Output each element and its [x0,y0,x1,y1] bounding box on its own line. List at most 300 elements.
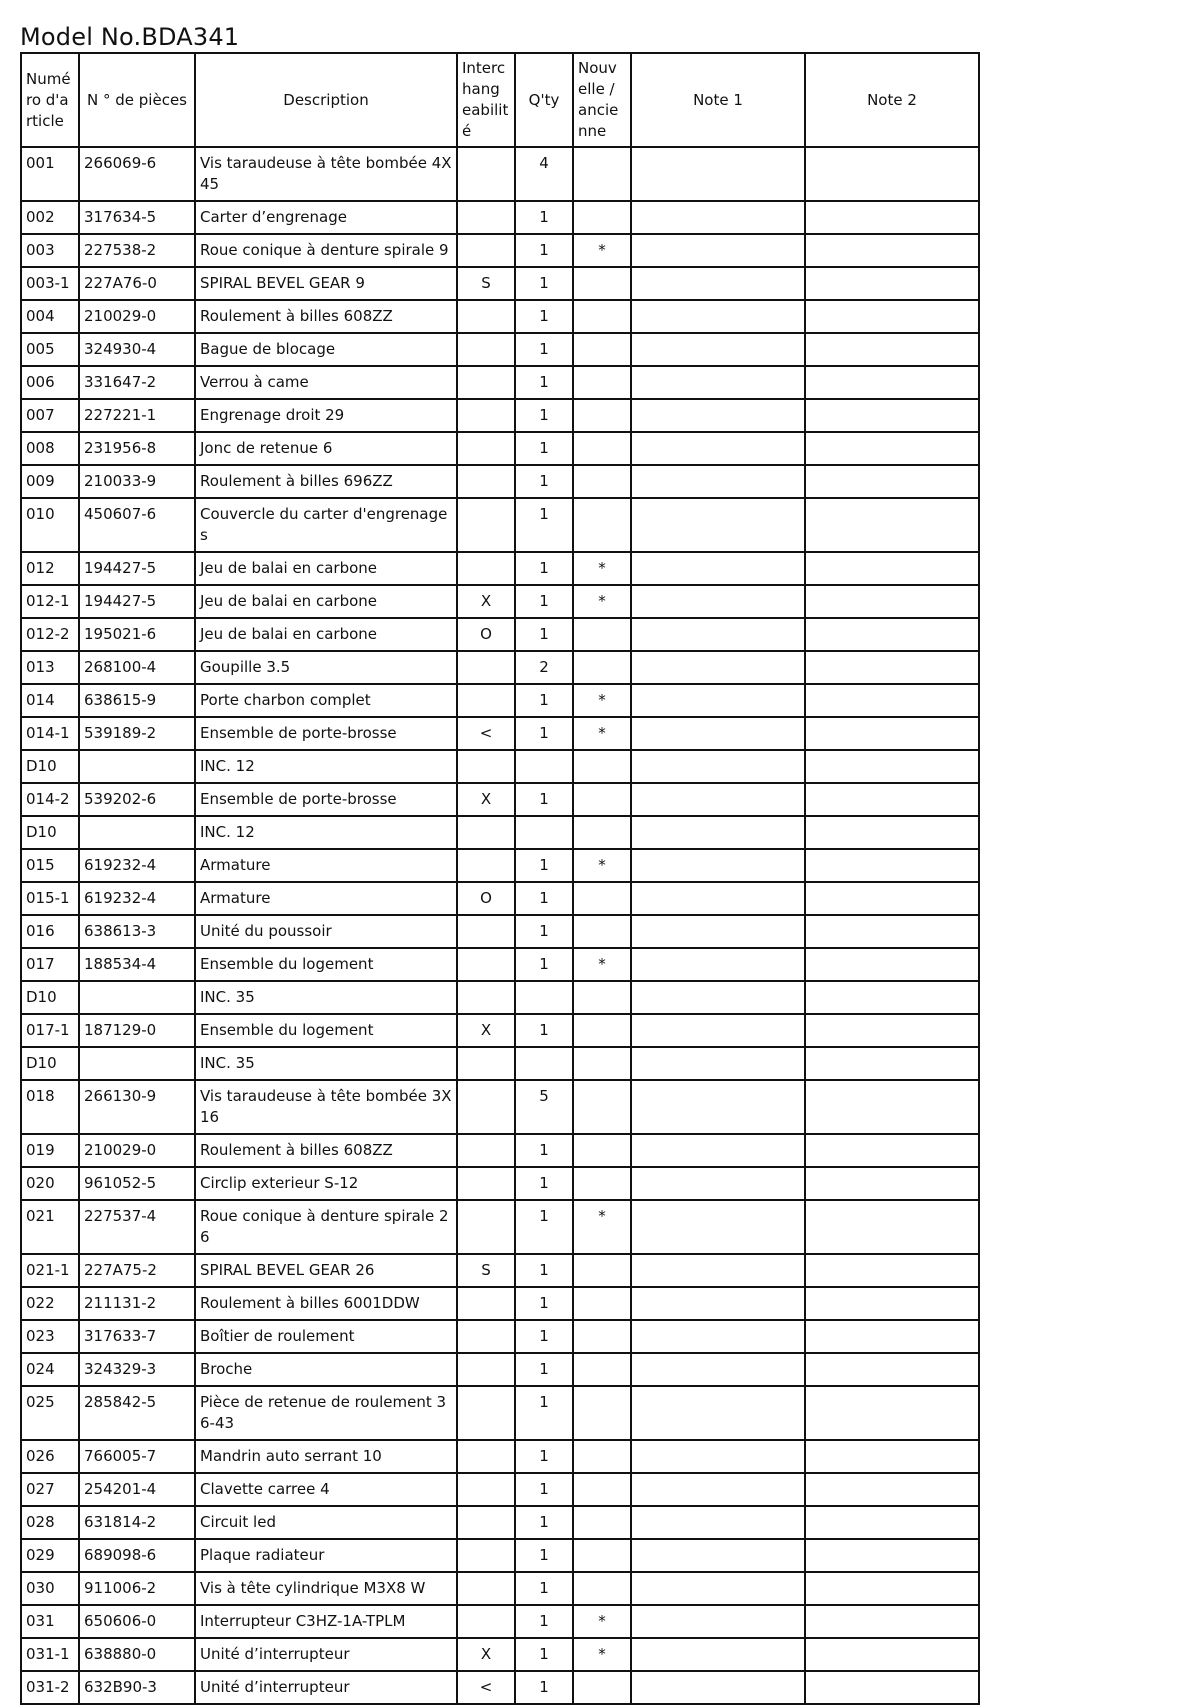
table-row [21,981,979,1014]
cell-interchangeability [457,1473,515,1506]
cell-quantity: 1 [515,1200,573,1254]
cell-new-old [573,915,631,948]
table-row [21,1506,979,1539]
cell-note-2 [805,948,979,981]
cell-note-2 [805,1506,979,1539]
cell-quantity: 1 [515,1134,573,1167]
cell-note-2 [805,1671,979,1704]
cell-item-number: 003-1 [21,267,79,300]
header-part-number: N ° de pièces [79,53,195,147]
table-row [21,816,979,849]
cell-note-1 [631,498,805,552]
cell-new-old [573,399,631,432]
cell-note-1 [631,1080,805,1134]
table-row [21,1287,979,1320]
cell-part-number [79,1047,195,1080]
cell-part-number: 194427-5 [79,552,195,585]
cell-item-number: 013 [21,651,79,684]
table-row [21,849,979,882]
cell-part-number: 324329-3 [79,1353,195,1386]
cell-description: Verrou à came [195,366,457,399]
cell-item-number: 028 [21,1506,79,1539]
cell-note-1 [631,750,805,783]
cell-interchangeability [457,399,515,432]
cell-part-number: 210029-0 [79,1134,195,1167]
cell-note-1 [631,432,805,465]
cell-new-old [573,1047,631,1080]
cell-interchangeability [457,1605,515,1638]
cell-quantity: 1 [515,684,573,717]
cell-note-1 [631,684,805,717]
cell-item-number: 014-1 [21,717,79,750]
table-row [21,1605,979,1638]
cell-note-1 [631,1638,805,1671]
cell-quantity: 1 [515,432,573,465]
cell-new-old [573,882,631,915]
cell-note-1 [631,1506,805,1539]
cell-part-number: 227A75-2 [79,1254,195,1287]
cell-part-number: 227538-2 [79,234,195,267]
cell-item-number: 016 [21,915,79,948]
table-row [21,585,979,618]
cell-note-2 [805,1167,979,1200]
cell-note-2 [805,1440,979,1473]
cell-item-number: 012-1 [21,585,79,618]
cell-note-2 [805,147,979,201]
cell-description: Mandrin auto serrant 10 [195,1440,457,1473]
cell-note-1 [631,618,805,651]
cell-new-old [573,1671,631,1704]
cell-note-1 [631,981,805,1014]
cell-description: Pièce de retenue de roulement 36-43 [195,1386,457,1440]
cell-note-2 [805,783,979,816]
cell-part-number [79,981,195,1014]
cell-note-2 [805,1473,979,1506]
cell-part-number: 188534-4 [79,948,195,981]
cell-item-number: D10 [21,750,79,783]
cell-description: Interrupteur C3HZ-1A-TPLM [195,1605,457,1638]
cell-item-number: 012-2 [21,618,79,651]
cell-part-number: 632B90-3 [79,1671,195,1704]
cell-part-number: 210033-9 [79,465,195,498]
table-row [21,948,979,981]
cell-part-number: 285842-5 [79,1386,195,1440]
cell-note-1 [631,948,805,981]
table-row [21,498,979,552]
cell-part-number: 331647-2 [79,366,195,399]
table-row [21,465,979,498]
cell-note-1 [631,915,805,948]
cell-description: Bague de blocage [195,333,457,366]
cell-description: Roue conique à denture spirale 26 [195,1200,457,1254]
table-row [21,915,979,948]
cell-item-number: 008 [21,432,79,465]
cell-part-number: 211131-2 [79,1287,195,1320]
cell-interchangeability [457,1200,515,1254]
cell-note-1 [631,1605,805,1638]
cell-part-number: 324930-4 [79,333,195,366]
table-row [21,1320,979,1353]
cell-interchangeability [457,201,515,234]
cell-item-number: D10 [21,981,79,1014]
cell-new-old: * [573,1638,631,1671]
cell-quantity: 1 [515,399,573,432]
cell-description: SPIRAL BEVEL GEAR 26 [195,1254,457,1287]
cell-new-old [573,1353,631,1386]
table-row [21,750,979,783]
cell-part-number: 450607-6 [79,498,195,552]
cell-part-number: 227221-1 [79,399,195,432]
cell-quantity: 1 [515,1539,573,1572]
table-row [21,783,979,816]
cell-part-number: 266130-9 [79,1080,195,1134]
table-row [21,552,979,585]
cell-part-number [79,750,195,783]
cell-quantity: 1 [515,1014,573,1047]
cell-new-old [573,1440,631,1473]
cell-interchangeability [457,1572,515,1605]
cell-description: Roulement à billes 608ZZ [195,300,457,333]
cell-new-old [573,816,631,849]
cell-new-old [573,1386,631,1440]
cell-item-number: 021 [21,1200,79,1254]
cell-note-1 [631,717,805,750]
cell-note-1 [631,882,805,915]
cell-interchangeability [457,552,515,585]
cell-interchangeability [457,1386,515,1440]
cell-new-old [573,147,631,201]
cell-new-old [573,498,631,552]
cell-quantity: 1 [515,948,573,981]
table-row [21,684,979,717]
cell-quantity: 1 [515,333,573,366]
cell-quantity: 4 [515,147,573,201]
cell-description: INC. 12 [195,750,457,783]
cell-new-old [573,651,631,684]
cell-interchangeability [457,1440,515,1473]
cell-description: Clavette carree 4 [195,1473,457,1506]
cell-interchangeability [457,1080,515,1134]
table-row [21,399,979,432]
cell-quantity: 1 [515,1671,573,1704]
cell-note-2 [805,1014,979,1047]
cell-quantity: 1 [515,465,573,498]
table-row [21,267,979,300]
cell-note-1 [631,267,805,300]
cell-note-2 [805,300,979,333]
cell-part-number: 539189-2 [79,717,195,750]
cell-new-old [573,300,631,333]
cell-quantity: 1 [515,201,573,234]
cell-interchangeability [457,1539,515,1572]
cell-new-old: * [573,552,631,585]
table-row [21,432,979,465]
table-row [21,1386,979,1440]
table-row [21,1353,979,1386]
cell-description: Ensemble du logement [195,1014,457,1047]
cell-quantity: 1 [515,1572,573,1605]
cell-description: Unité d’interrupteur [195,1671,457,1704]
cell-quantity: 1 [515,1254,573,1287]
cell-note-2 [805,1254,979,1287]
cell-quantity: 2 [515,651,573,684]
cell-part-number: 911006-2 [79,1572,195,1605]
table-row [21,1200,979,1254]
table-row [21,1473,979,1506]
table-row [21,1671,979,1704]
cell-description: Armature [195,849,457,882]
cell-part-number: 650606-0 [79,1605,195,1638]
cell-item-number: 010 [21,498,79,552]
cell-quantity: 1 [515,849,573,882]
cell-new-old [573,333,631,366]
cell-part-number: 227A76-0 [79,267,195,300]
parts-table-body [21,147,979,1704]
cell-quantity: 1 [515,366,573,399]
cell-interchangeability: X [457,1014,515,1047]
cell-quantity: 1 [515,618,573,651]
cell-note-1 [631,147,805,201]
cell-new-old: * [573,1200,631,1254]
cell-quantity: 1 [515,915,573,948]
cell-part-number: 317633-7 [79,1320,195,1353]
table-row [21,717,979,750]
cell-description: Couvercle du carter d'engrenages [195,498,457,552]
cell-part-number: 961052-5 [79,1167,195,1200]
cell-note-2 [805,618,979,651]
cell-interchangeability: O [457,618,515,651]
cell-new-old [573,1134,631,1167]
cell-note-2 [805,201,979,234]
cell-note-1 [631,201,805,234]
table-header-row [21,53,979,147]
cell-item-number: 029 [21,1539,79,1572]
cell-note-1 [631,1473,805,1506]
cell-note-1 [631,1440,805,1473]
table-row [21,234,979,267]
cell-item-number: 023 [21,1320,79,1353]
cell-new-old: * [573,717,631,750]
cell-quantity: 1 [515,1638,573,1671]
cell-part-number: 195021-6 [79,618,195,651]
cell-note-2 [805,1572,979,1605]
cell-note-1 [631,1254,805,1287]
cell-item-number: 007 [21,399,79,432]
cell-item-number: 026 [21,1440,79,1473]
cell-note-1 [631,816,805,849]
cell-part-number: 539202-6 [79,783,195,816]
cell-quantity: 1 [515,585,573,618]
cell-new-old [573,201,631,234]
cell-part-number: 619232-4 [79,849,195,882]
table-row [21,1254,979,1287]
cell-new-old [573,1473,631,1506]
cell-interchangeability [457,465,515,498]
table-row [21,1047,979,1080]
cell-interchangeability [457,366,515,399]
cell-new-old [573,750,631,783]
header-quantity: Q'ty [515,53,573,147]
cell-new-old: * [573,585,631,618]
cell-note-2 [805,498,979,552]
cell-part-number: 194427-5 [79,585,195,618]
table-row [21,1638,979,1671]
cell-item-number: 022 [21,1287,79,1320]
cell-description: Vis taraudeuse à tête bombée 3X16 [195,1080,457,1134]
cell-note-2 [805,1134,979,1167]
cell-item-number: 001 [21,147,79,201]
cell-note-2 [805,1605,979,1638]
cell-description: Unité d’interrupteur [195,1638,457,1671]
cell-quantity: 1 [515,1605,573,1638]
cell-quantity: 1 [515,1167,573,1200]
cell-quantity [515,1047,573,1080]
cell-quantity [515,816,573,849]
cell-part-number: 638613-3 [79,915,195,948]
cell-new-old: * [573,684,631,717]
cell-interchangeability [457,849,515,882]
cell-interchangeability [457,816,515,849]
cell-note-1 [631,465,805,498]
cell-note-2 [805,816,979,849]
cell-interchangeability [457,684,515,717]
cell-quantity: 1 [515,1473,573,1506]
cell-note-1 [631,300,805,333]
table-row [21,147,979,201]
cell-part-number: 268100-4 [79,651,195,684]
cell-description: Porte charbon complet [195,684,457,717]
cell-quantity: 1 [515,882,573,915]
cell-description: Broche [195,1353,457,1386]
cell-description: SPIRAL BEVEL GEAR 9 [195,267,457,300]
cell-quantity: 1 [515,1320,573,1353]
cell-note-1 [631,585,805,618]
cell-interchangeability [457,1320,515,1353]
table-row [21,618,979,651]
cell-interchangeability [457,750,515,783]
cell-item-number: 014 [21,684,79,717]
cell-quantity [515,981,573,1014]
cell-quantity: 1 [515,717,573,750]
cell-note-2 [805,1080,979,1134]
cell-item-number: 014-2 [21,783,79,816]
cell-new-old [573,1167,631,1200]
cell-interchangeability [457,1167,515,1200]
cell-quantity: 1 [515,1506,573,1539]
cell-note-2 [805,1200,979,1254]
cell-new-old [573,1320,631,1353]
table-row [21,651,979,684]
cell-new-old: * [573,849,631,882]
cell-note-1 [631,399,805,432]
cell-interchangeability [457,300,515,333]
cell-description: Ensemble de porte-brosse [195,717,457,750]
page-title: Model No.BDA341 [20,23,240,51]
cell-new-old [573,432,631,465]
cell-item-number: 015 [21,849,79,882]
cell-new-old [573,1080,631,1134]
cell-note-2 [805,1539,979,1572]
cell-note-1 [631,1572,805,1605]
table-row [21,882,979,915]
cell-note-1 [631,849,805,882]
cell-note-2 [805,981,979,1014]
cell-new-old: * [573,234,631,267]
cell-new-old [573,1014,631,1047]
cell-description: Plaque radiateur [195,1539,457,1572]
cell-new-old [573,618,631,651]
cell-interchangeability: X [457,1638,515,1671]
cell-description: Armature [195,882,457,915]
cell-item-number: 031-1 [21,1638,79,1671]
cell-interchangeability [457,1287,515,1320]
cell-part-number: 766005-7 [79,1440,195,1473]
cell-new-old [573,366,631,399]
cell-description: Roue conique à denture spirale 9 [195,234,457,267]
cell-new-old [573,465,631,498]
cell-interchangeability [457,432,515,465]
cell-item-number: 004 [21,300,79,333]
header-note-1: Note 1 [631,53,805,147]
cell-note-2 [805,849,979,882]
cell-interchangeability [457,651,515,684]
cell-description: Unité du poussoir [195,915,457,948]
cell-description: INC. 35 [195,981,457,1014]
cell-interchangeability: X [457,783,515,816]
cell-part-number: 254201-4 [79,1473,195,1506]
cell-description: Jonc de retenue 6 [195,432,457,465]
header-note-2: Note 2 [805,53,979,147]
cell-part-number: 266069-6 [79,147,195,201]
cell-note-2 [805,552,979,585]
cell-note-2 [805,1353,979,1386]
cell-description: Circlip exterieur S-12 [195,1167,457,1200]
cell-note-2 [805,651,979,684]
cell-note-2 [805,882,979,915]
cell-note-1 [631,1047,805,1080]
cell-new-old [573,1539,631,1572]
cell-description: Ensemble de porte-brosse [195,783,457,816]
cell-item-number: D10 [21,1047,79,1080]
cell-new-old [573,1287,631,1320]
cell-new-old [573,1572,631,1605]
cell-part-number: 619232-4 [79,882,195,915]
cell-note-2 [805,333,979,366]
cell-item-number: D10 [21,816,79,849]
cell-interchangeability [457,948,515,981]
cell-note-2 [805,1047,979,1080]
header-interchangeability: Interc hang eabilit é [457,53,515,147]
cell-description: INC. 35 [195,1047,457,1080]
cell-new-old: * [573,948,631,981]
cell-interchangeability [457,234,515,267]
parts-table [20,52,980,1705]
cell-interchangeability: S [457,267,515,300]
cell-interchangeability [457,915,515,948]
cell-note-1 [631,1014,805,1047]
cell-note-2 [805,684,979,717]
cell-description: INC. 12 [195,816,457,849]
cell-description: Goupille 3.5 [195,651,457,684]
cell-note-1 [631,1539,805,1572]
cell-description: Vis taraudeuse à tête bombée 4X45 [195,147,457,201]
cell-part-number: 317634-5 [79,201,195,234]
cell-description: Jeu de balai en carbone [195,585,457,618]
cell-description: Roulement à billes 608ZZ [195,1134,457,1167]
cell-interchangeability [457,333,515,366]
cell-quantity: 1 [515,1353,573,1386]
cell-interchangeability: X [457,585,515,618]
